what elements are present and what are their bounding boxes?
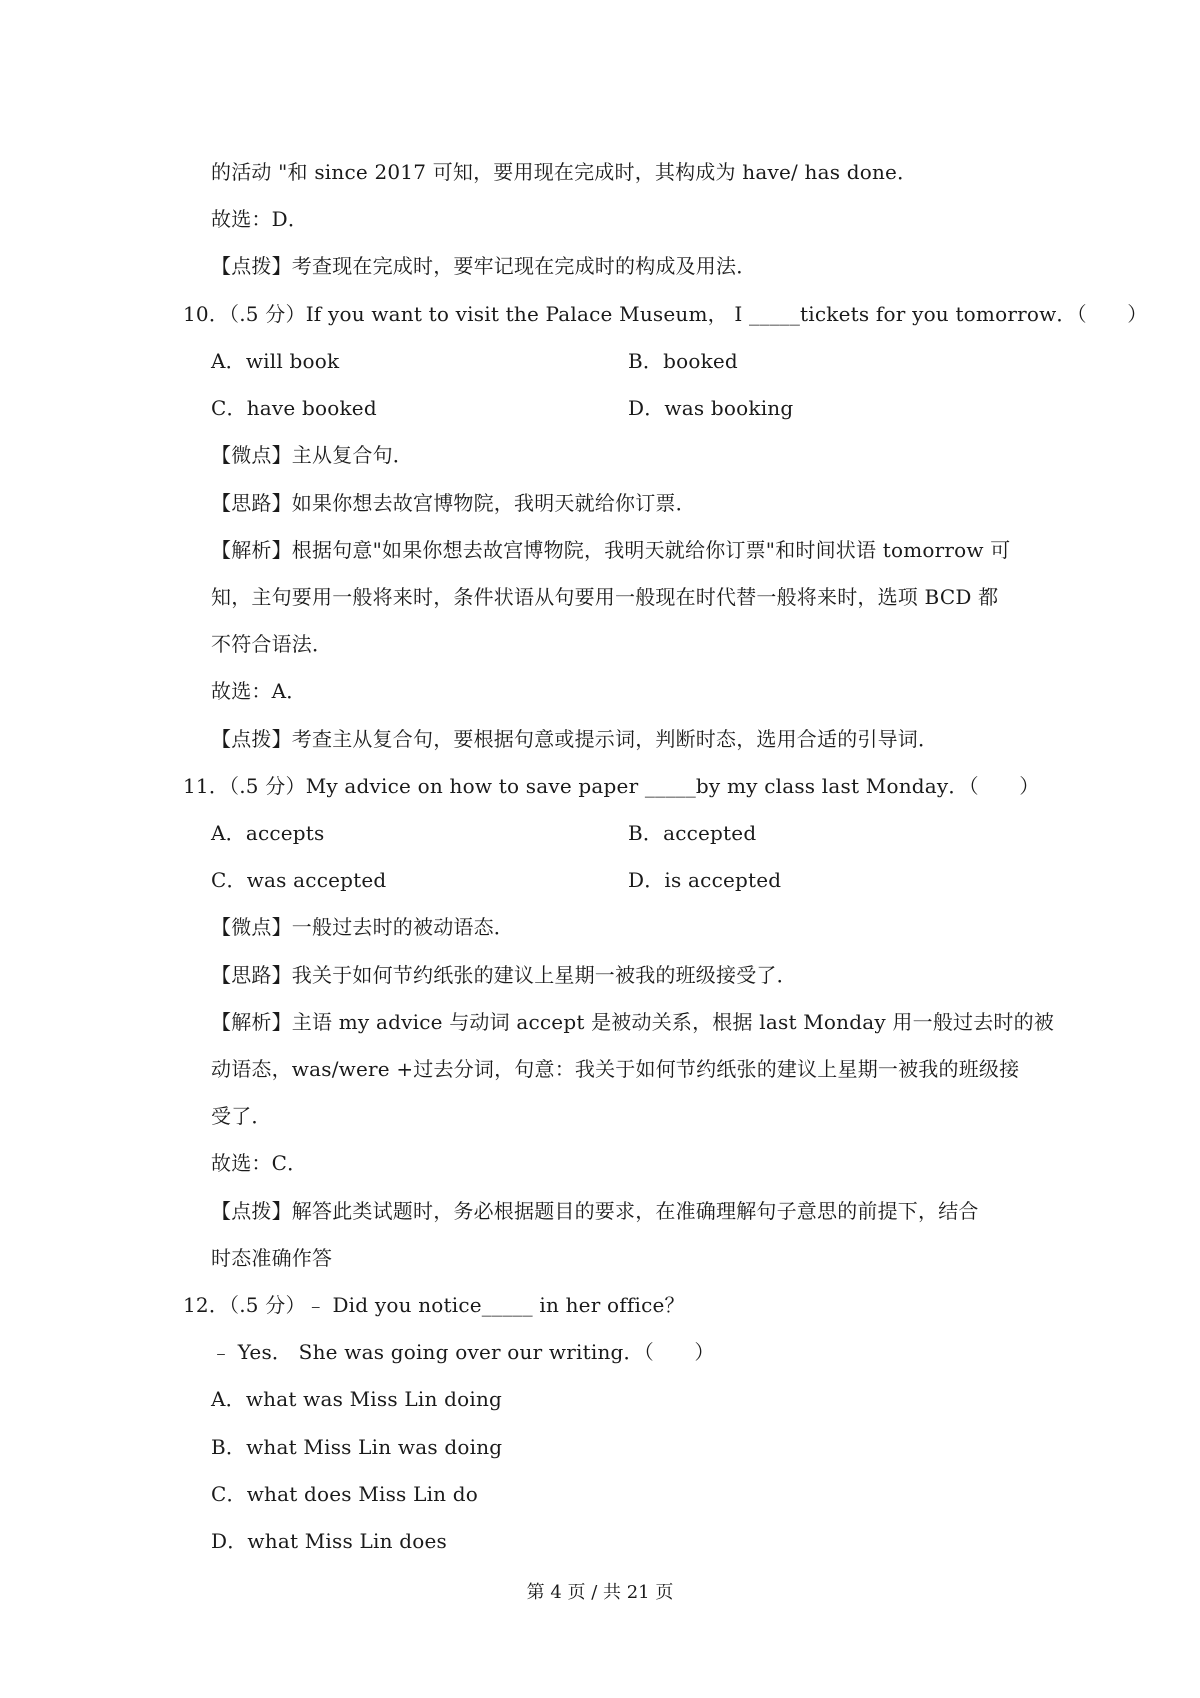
q11-idea: 【思路】我关于如何节约纸张的建议上星期一被我的班级接受了． [211, 963, 797, 987]
q10-analysis-line-1: 【解析】根据句意"如果你想去故宫博物院，我明天就给你订票"和时间状语 tomorrow 可 [211, 538, 1011, 562]
q11-option-c: C．was accepted [211, 868, 387, 892]
q10-tip: 【点拨】考查主从复合句，要根据句意或提示词，判断时态，选用合适的引导词． [211, 727, 939, 751]
q12-stem-reply: ﹣ Yes． She was going over our writing．（ ） [211, 1340, 715, 1364]
q9-answer: 故选：D． [211, 207, 309, 231]
q11-option-a: A．accepts [211, 821, 325, 845]
q9-analysis-end: 的活动 "和 since 2017 可知，要用现在完成时，其构成为 have/ has done． [211, 160, 918, 184]
q10-option-b: B．booked [628, 349, 738, 373]
q11-answer: 故选：C． [211, 1151, 308, 1175]
q11-analysis-line-3: 受了． [211, 1104, 272, 1128]
q10-analysis-line-2: 知，主句要用一般将来时，条件状语从句要用一般现在时代替一般将来时，选项 BCD 都 [211, 585, 999, 609]
q11-stem: 11．（.5 分）My advice on how to save paper _____by my class last Monday．（ ） [183, 774, 1040, 798]
q12-option-a: A．what was Miss Lin doing [211, 1387, 503, 1411]
q12-stem: 12．（.5 分）﹣ Did you notice_____ in her office？ [183, 1293, 685, 1317]
q11-analysis-line-2: 动语态，was/were +过去分词，句意：我关于如何节约纸张的建议上星期一被我的班级接 [211, 1057, 1020, 1081]
q12-option-c: C．what does Miss Lin do [211, 1482, 479, 1506]
q11-option-b: B．accepted [628, 821, 757, 845]
q10-option-a: A．will book [211, 349, 340, 373]
q12-option-d: D．what Miss Lin does [211, 1529, 447, 1553]
page-footer: 第 4 页 / 共 21 页 [526, 1582, 674, 1603]
q9-tip: 【点拨】考查现在完成时，要牢记现在完成时的构成及用法． [211, 254, 757, 278]
q10-analysis-line-3: 不符合语法． [211, 632, 333, 656]
q11-tip-line-2: 时态准确作答 [211, 1246, 333, 1270]
q10-point: 【微点】主从复合句． [211, 443, 413, 467]
q11-analysis-line-1: 【解析】主语 my advice 与动词 accept 是被动关系，根据 last Monday 用一般过去时的被 [211, 1010, 1055, 1034]
q10-answer: 故选：A． [211, 679, 307, 703]
q10-stem: 10．（.5 分）If you want to visit the Palace Museum， I _____tickets for you tomorrow．（ ） [183, 302, 1148, 326]
q10-idea: 【思路】如果你想去故宫博物院，我明天就给你订票． [211, 491, 696, 515]
q11-point: 【微点】一般过去时的被动语态． [211, 915, 514, 939]
q10-option-c: C．have booked [211, 396, 377, 420]
q11-tip-line-1: 【点拨】解答此类试题时，务必根据题目的要求，在准确理解句子意思的前提下，结合 [211, 1199, 979, 1223]
q12-option-b: B．what Miss Lin was doing [211, 1435, 503, 1459]
q11-option-d: D．is accepted [628, 868, 782, 892]
q10-option-d: D．was booking [628, 396, 794, 420]
